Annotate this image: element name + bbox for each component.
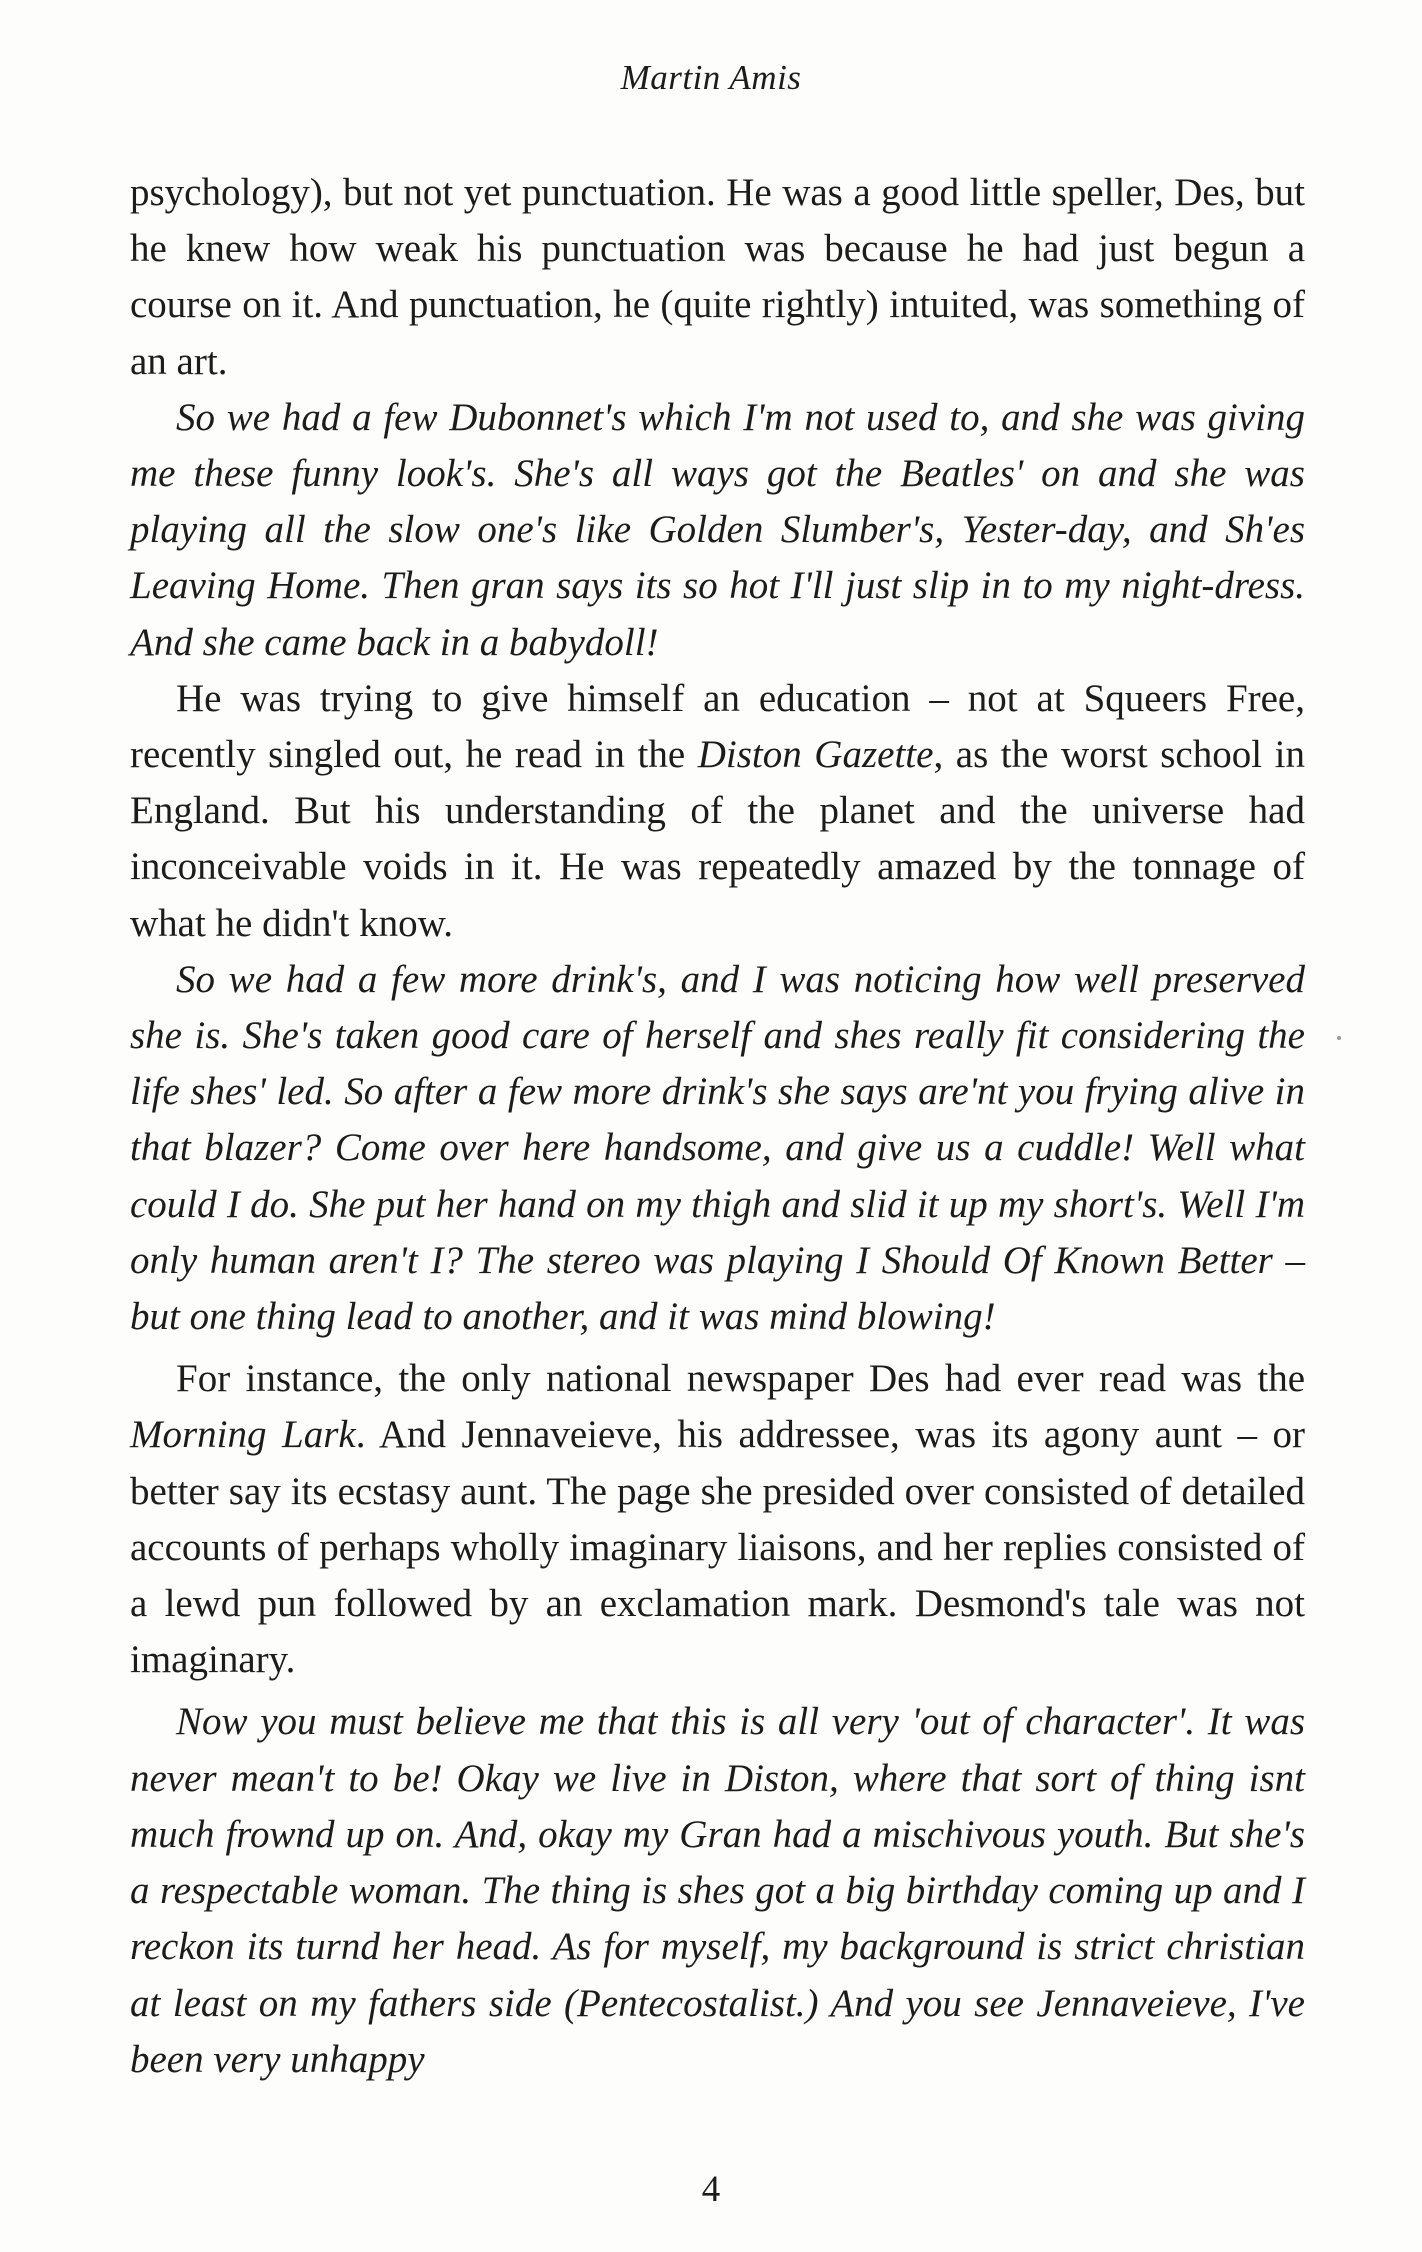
- running-head-author: Martin Amis: [620, 58, 802, 97]
- paragraph-text: He was trying to give himself an education – not at Squeers Free, recently singled out, he read in the: [130, 676, 1305, 777]
- paragraph-text: . And Jennaveieve, his addressee, was its agony aunt – or better say its ecstasy aunt. The page she presided over consisted of detailed accounts of perhaps wholly imaginary liaisons, and her replies consisted of a lewd pun followed by an exclamation mark. Desmond's tale was not imaginary.: [130, 1413, 1305, 1682]
- paragraph-text: , as the worst school in England. But his understanding of the planet and the universe had inconceivable voids in it. He was repeatedly amazed by the tonnage of what he didn't know.: [130, 733, 1305, 945]
- letter-excerpt: So we had a few Dubonnet's which I'm not used to, and she was giving me these funny look's. She's all ways got the Beatles' on and she was playing all the slow one's like Golden Slumber's, Yester-day, and Sh'es Leaving Home. Then gran says its so hot I'll just slip in to my night-dress. And she came back in a babydoll!: [130, 395, 1305, 664]
- newspaper-title: Morning Lark: [130, 1413, 356, 1457]
- body-text: [130, 165, 1305, 2088]
- letter-excerpt: So we had a few more drink's, and I was noticing how well preserved she is. She's taken good care of herself and shes really fit considering the life shes' led. So after a few more drink's she says are'nt you frying alive in that blazer? Come over here handsome, and give us a cuddle! Well what could I do. She put her hand on my thigh and slid it up my short's. Well I'm only human aren't I? The stereo was playing I Should Of Known Better – but one thing lead to another, and it was mind blowing!: [130, 957, 1305, 1339]
- paragraph: [130, 671, 1305, 952]
- letter-excerpt: Now you must believe me that this is all very 'out of character'. It was never mean't to be! Okay we live in Diston, where that sort of thing isnt much frownd up on. And, okay my Gran had a mischivous youth. But she's a respectable woman. The thing is shes got a big birthday coming up and I reckon its turnd her head. As for myself, my background is strict christian at least on my fathers side (Pentecostalist.) And you see Jennaveieve, I've been very unhappy: [130, 1700, 1305, 2081]
- paragraph-text: For instance, the only national newspaper Des had ever read was the: [176, 1357, 1305, 1401]
- newspaper-title: Diston Gazette: [697, 733, 934, 777]
- paragraph-continued: psychology), but not yet punctuation. He was a good little speller, Des, but he knew how weak his punctuation was because he had just begun a course on it. And punctuation, he (quite rightly) intuited, was something of an art.: [130, 171, 1305, 383]
- margin-mark: [1337, 1036, 1341, 1040]
- page-number: 4: [701, 2169, 721, 2210]
- paragraph: [130, 1351, 1305, 1688]
